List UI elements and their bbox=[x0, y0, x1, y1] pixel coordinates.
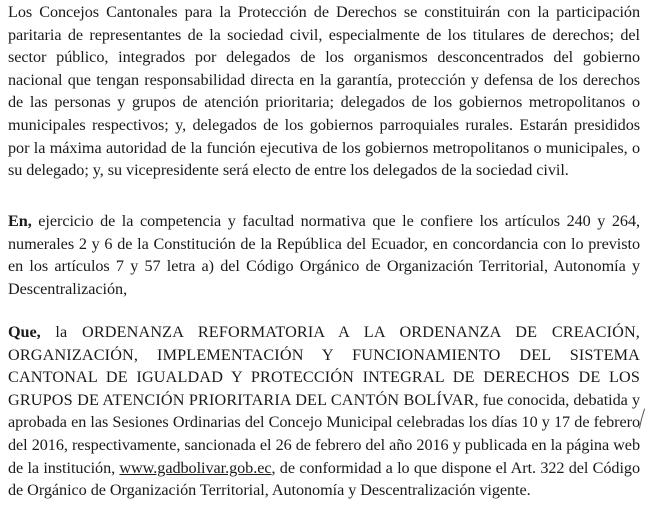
paragraph-que-ordenanza bbox=[8, 321, 640, 502]
paragraph-2-body: ejercicio de la competencia y facultad normativa que le confiere los artículos 240 y 264, numerales 2 y 6 de la Constitución de la República del Ecuador, en concordancia con lo previsto en los artículos 7 y 57 letra a) del Código Orgánico de Organización Territorial, Autonomía y Descentralización, bbox=[8, 212, 640, 298]
paragraph-1-text: Los Concejos Cantonales para la Protección de Derechos se constituirán con la participación paritaria de representantes de la sociedad civil, especialmente de los titulares de derechos; del sector público, integrados por delegados de los organismos desconcentrados del gobierno nacional que tengan responsabilidad directa en la garantía, protección y defensa de los derechos de las personas y grupos de atención prioritaria; delegados de los gobiernos metropolitanos o municipales respectivos; y, delegados de los gobiernos parroquiales rurales. Estarán presididos por la máxima autoridad de la función ejecutiva de los gobiernos metropolitanos o municipales, o su delegado; y, su vicepresidente será electo de entre los delegados de la sociedad civil. bbox=[8, 3, 640, 180]
paragraph-en-ejercicio bbox=[8, 210, 640, 300]
paragraph-3-tail: , de conformidad a lo que dispone el Art. 322 del Código de Orgánico de Organización Territorial, Autonomía y Descentralización vigente. bbox=[8, 458, 641, 500]
paragraph-concejos-cantonales bbox=[8, 1, 640, 182]
paragraph-2-lead: En, bbox=[8, 212, 32, 230]
margin-pen-mark bbox=[638, 408, 646, 430]
paragraph-3-body: , fue conocida, debatida y aprobada en las Sesiones Ordinarias del Concejo Municipal celebradas los días 10 y 17 de febrero del 2016, respectivamente, sancionada el 26 de febrero del año 2016 y publicada en la página web de la institución, bbox=[8, 390, 640, 477]
ordinance-title: la ORDENANZA REFORMATORIA A LA ORDENANZA DE CREACIÓN, ORGANIZACIÓN, IMPLEMENTACIÓN Y FUNCIONAMIENTO DEL SISTEMA CANTONAL DE IGUALDAD Y PROTECCIÓN INTEGRAL DE DERECHOS DE LOS GRUPOS DE ATENCIÓN PRIORITARIA DEL CANTÓN BOLÍVAR bbox=[8, 323, 640, 409]
website-link[interactable]: www.gadbolivar.gob.ec bbox=[119, 458, 272, 477]
paragraph-3-lead: Que, bbox=[8, 323, 41, 341]
